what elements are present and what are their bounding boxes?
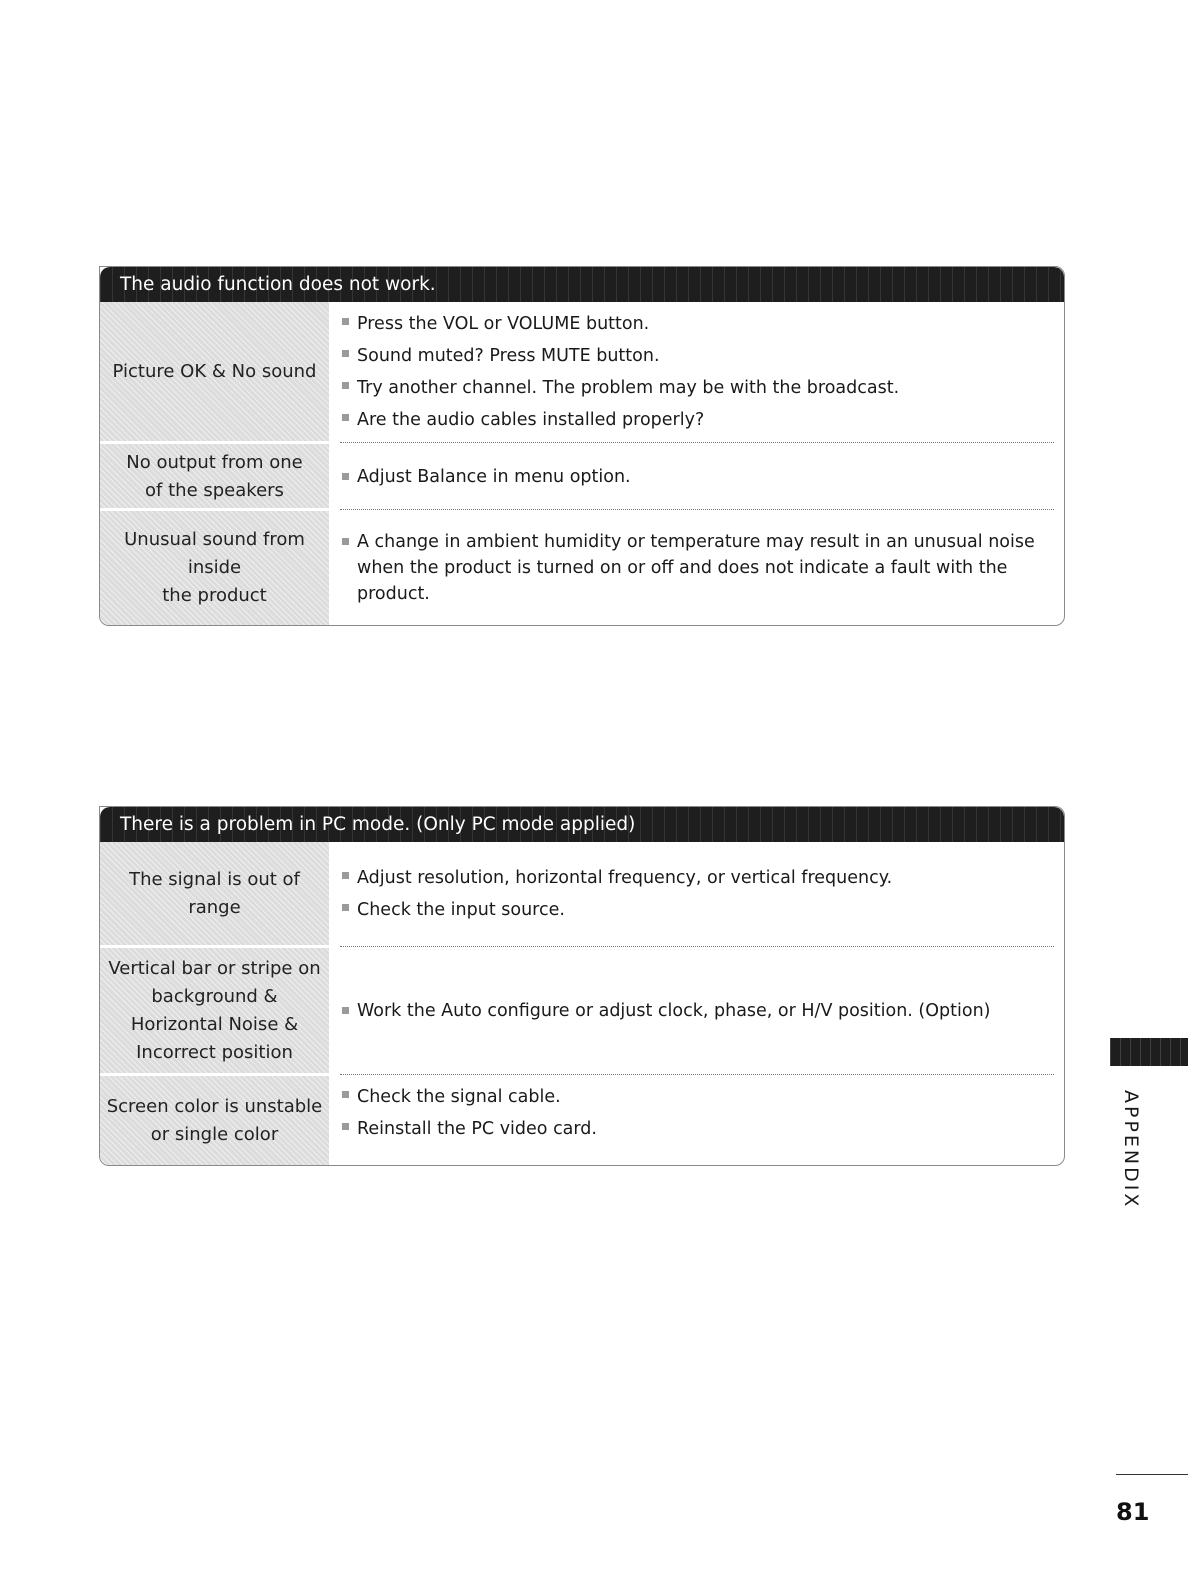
audio-table-header: The audio function does not work. (100, 267, 1064, 302)
audio-row-one-speaker (100, 444, 1064, 509)
bullet-item: Check the signal cable. (340, 1082, 1050, 1112)
appendix-side-label: APPENDIX (1120, 1090, 1142, 1210)
bullet-item: Adjust Balance in menu option. (340, 464, 1050, 490)
audio-row-label: Picture OK & No sound (100, 302, 329, 442)
audio-row-content (340, 302, 1050, 442)
row-divider (340, 1074, 1054, 1075)
bullet-item: Press the VOL or VOLUME button. (340, 309, 1050, 339)
pc-row-content (340, 948, 1050, 1074)
bullet-item: Reinstall the PC video card. (340, 1114, 1050, 1144)
pc-row-label: Vertical bar or stripe on background & Horizontal Noise & Incorrect position (100, 948, 329, 1074)
pc-table-header: There is a problem in PC mode. (Only PC mode applied) (100, 807, 1064, 842)
pc-row-content (340, 842, 1050, 946)
page-number: 81 (1116, 1498, 1150, 1526)
appendix-tab-marker (1110, 1038, 1188, 1066)
pc-row-content (340, 1076, 1050, 1165)
row-divider (340, 509, 1054, 510)
bullet-item: Sound muted? Press MUTE button. (340, 341, 1050, 371)
bullet-item: Adjust resolution, horizontal frequency, or vertical frequency. (340, 863, 1050, 893)
pc-row-screen-color (100, 1076, 1064, 1165)
audio-row-unusual-sound (100, 511, 1064, 625)
pc-row-label: The signal is out of range (100, 842, 329, 946)
bullet-item: A change in ambient humidity or temperature may result in an unusual noise when the product is turned on or off and does not indicate a fault with the product. (340, 529, 1050, 607)
audio-row-content (340, 511, 1050, 625)
audio-row-label: Unusual sound from inside the product (100, 511, 329, 625)
audio-row-content (340, 444, 1050, 509)
bullet-item: Check the input source. (340, 895, 1050, 925)
bullet-item: Are the audio cables installed properly? (340, 405, 1050, 435)
row-divider (340, 442, 1054, 443)
bullet-item: Try another channel. The problem may be with the broadcast. (340, 373, 1050, 403)
pc-mode-troubleshooting-table (99, 806, 1065, 1166)
pc-row-label: Screen color is unstable or single color (100, 1076, 329, 1165)
pc-row-vertical-bar (100, 948, 1064, 1074)
audio-row-no-sound (100, 302, 1064, 442)
bullet-item: Work the Auto configure or adjust clock, phase, or H/V position. (Option) (340, 998, 1050, 1024)
row-divider (340, 946, 1054, 947)
pc-row-out-of-range (100, 842, 1064, 946)
footer-rule (1116, 1474, 1188, 1475)
audio-row-label: No output from one of the speakers (100, 444, 329, 509)
audio-troubleshooting-table (99, 266, 1065, 626)
